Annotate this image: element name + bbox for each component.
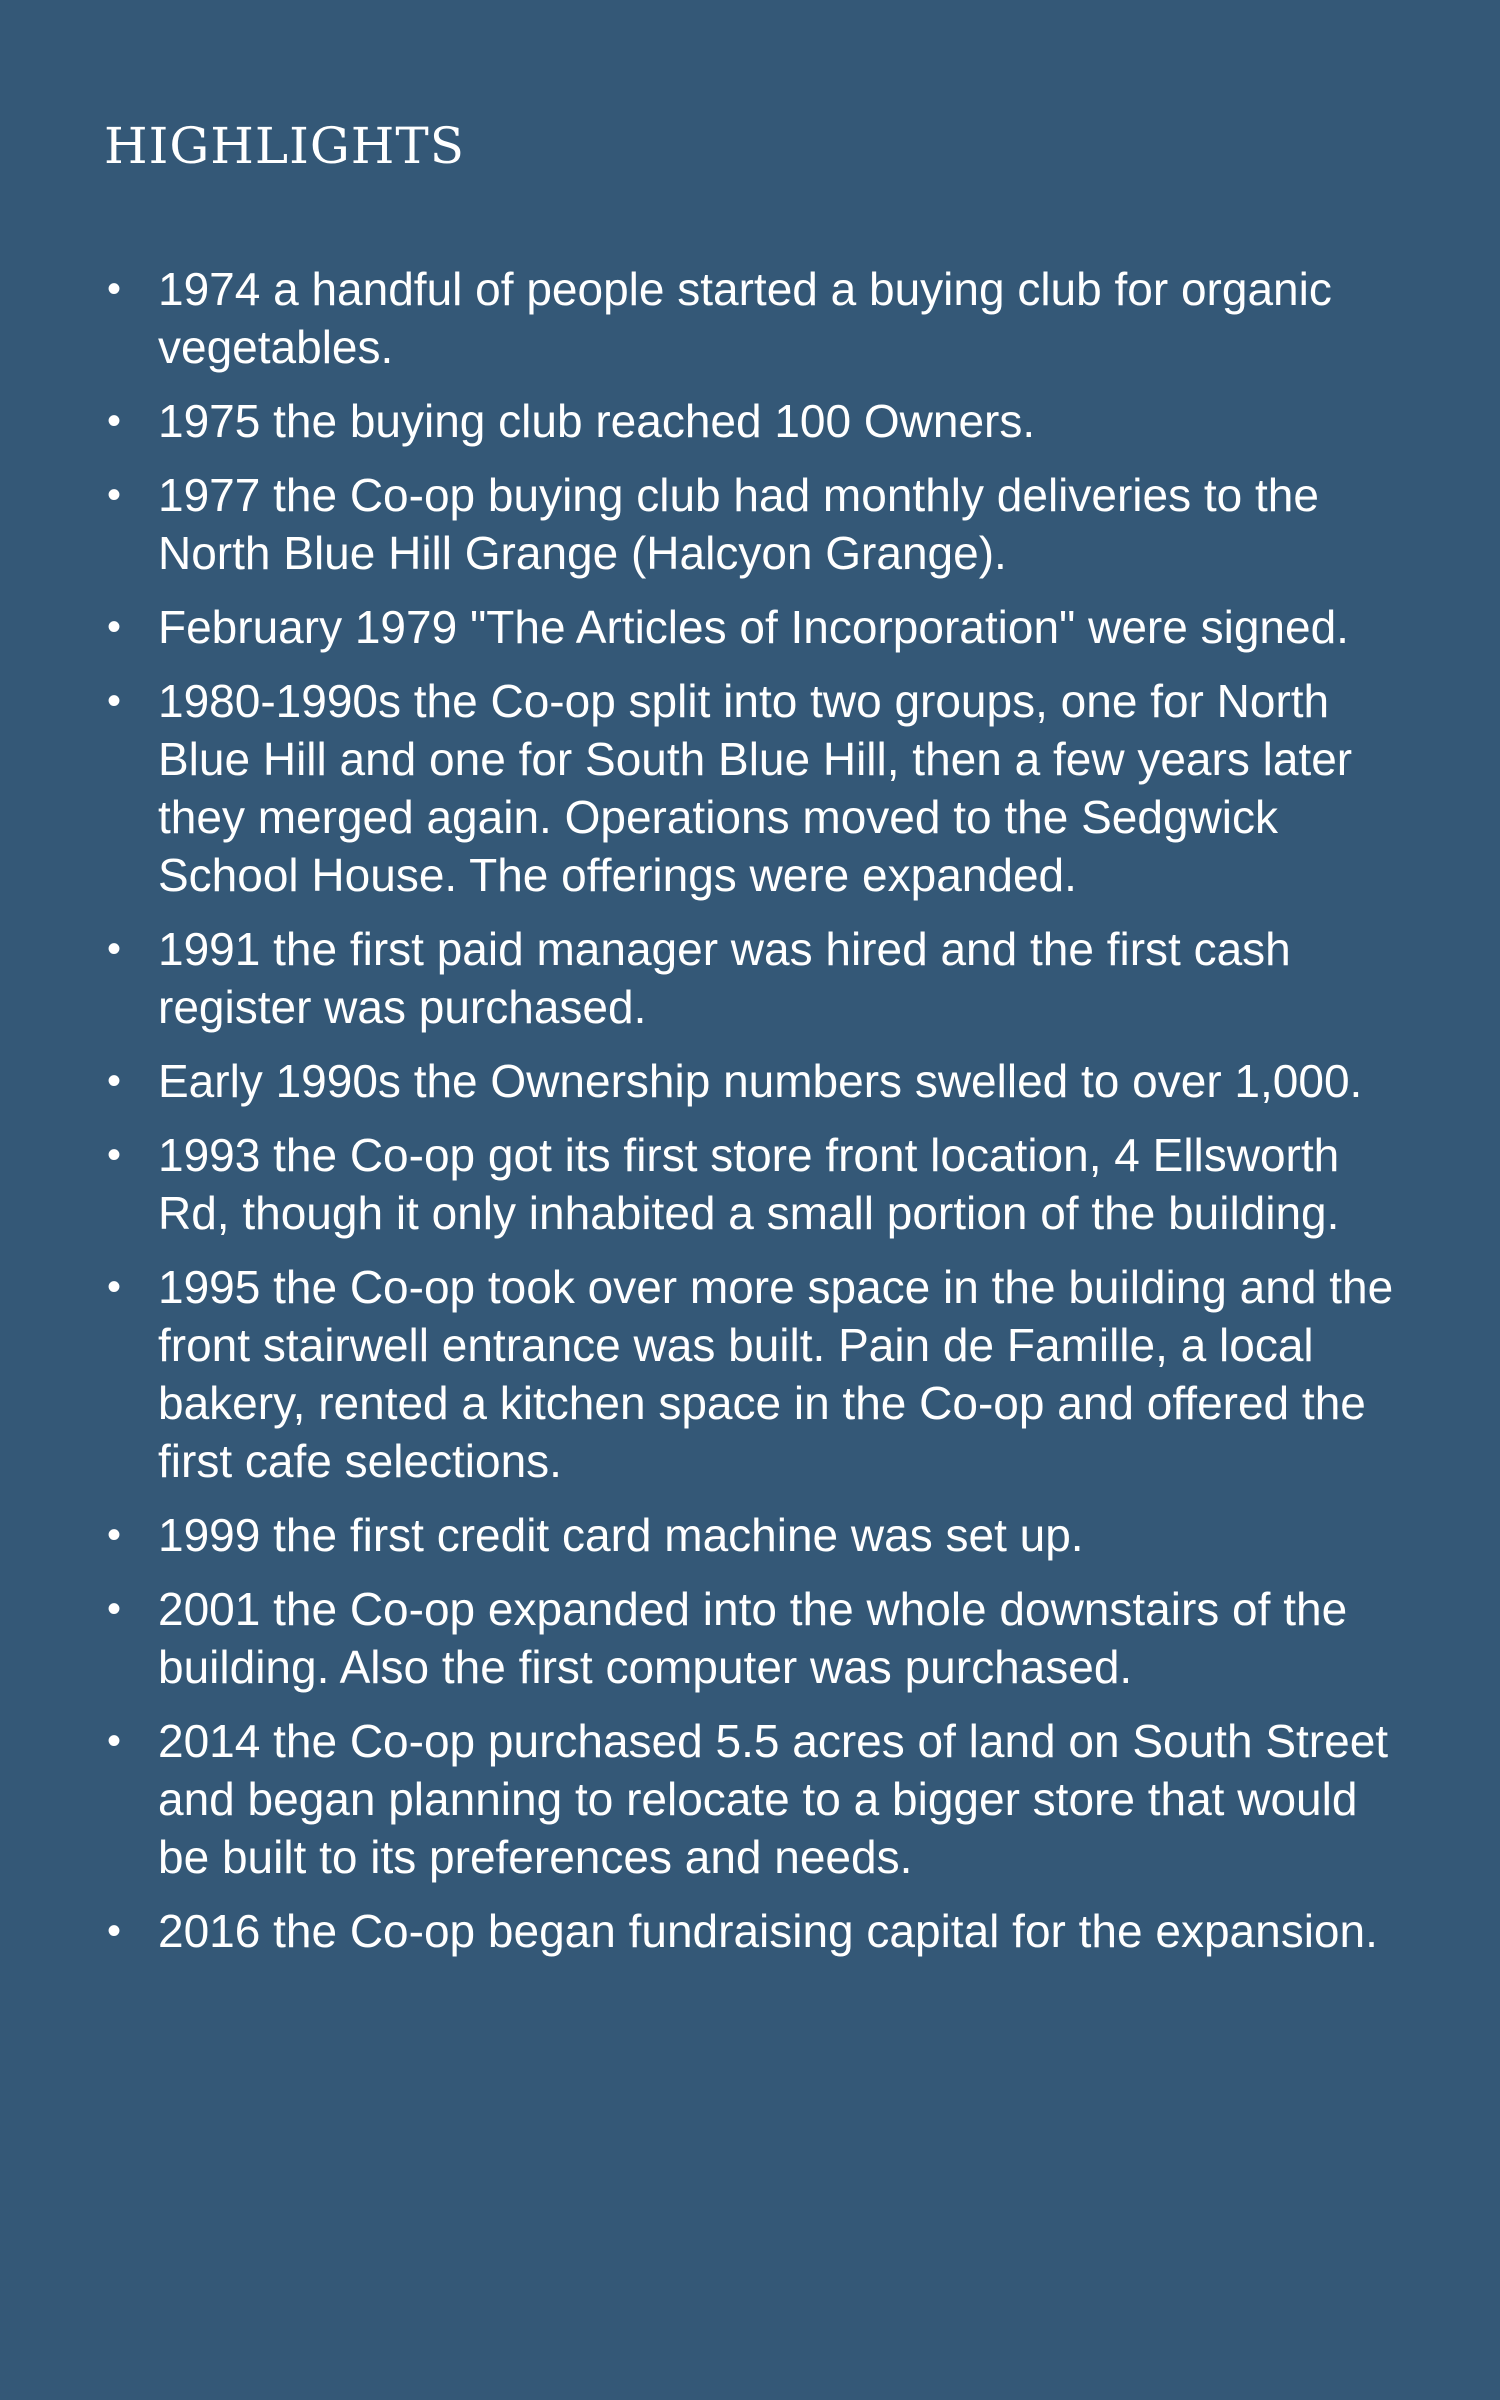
bullet-icon: •	[106, 1133, 121, 1177]
list-item	[104, 598, 1404, 656]
list-item	[104, 920, 1404, 1036]
list-item	[104, 1126, 1404, 1242]
bullet-icon: •	[106, 473, 121, 517]
list-item	[104, 392, 1404, 450]
list-item-text: 1975 the buying club reached 100 Owners.	[158, 395, 1036, 447]
bullet-icon: •	[106, 267, 121, 311]
highlights-list	[104, 260, 1404, 1976]
list-item-text: 1980-1990s the Co-op split into two groups, one for North Blue Hill and one for South Blue Hill, then a few years later they merged again. Operations moved to the Sedgwick School House. The offerings were expanded.	[158, 675, 1353, 901]
list-item	[104, 1580, 1404, 1696]
list-item-text: Early 1990s the Ownership numbers swelled to over 1,000.	[158, 1055, 1363, 1107]
list-item-text: 1974 a handful of people started a buying club for organic vegetables.	[158, 263, 1332, 373]
bullet-icon: •	[106, 1059, 121, 1103]
list-item-text: 1993 the Co-op got its first store front location, 4 Ellsworth Rd, though it only inhabited a small portion of the building.	[158, 1129, 1340, 1239]
list-item-text: 2014 the Co-op purchased 5.5 acres of land on South Street and began planning to relocate to a bigger store that would be built to its preferences and needs.	[158, 1715, 1389, 1883]
page-title: HIGHLIGHTS	[104, 117, 466, 175]
list-item	[104, 260, 1404, 376]
bullet-icon: •	[106, 927, 121, 971]
list-item	[104, 1258, 1404, 1490]
list-item-text: 1995 the Co-op took over more space in the building and the front stairwell entrance was built. Pain de Famille, a local bakery, rented a kitchen space in the Co-op and offered the first cafe selections.	[158, 1261, 1394, 1487]
list-item	[104, 1712, 1404, 1886]
bullet-icon: •	[106, 1513, 121, 1557]
list-item	[104, 466, 1404, 582]
bullet-icon: •	[106, 605, 121, 649]
list-item	[104, 1902, 1404, 1960]
list-item-text: 1999 the first credit card machine was set up.	[158, 1509, 1084, 1561]
bullet-icon: •	[106, 1719, 121, 1763]
bullet-icon: •	[106, 679, 121, 723]
bullet-icon: •	[106, 1265, 121, 1309]
list-item-text: 2001 the Co-op expanded into the whole downstairs of the building. Also the first computer was purchased.	[158, 1583, 1348, 1693]
list-item-text: 1991 the first paid manager was hired and the first cash register was purchased.	[158, 923, 1291, 1033]
list-item	[104, 672, 1404, 904]
list-item-text: 1977 the Co-op buying club had monthly deliveries to the North Blue Hill Grange (Halcyon Grange).	[158, 469, 1319, 579]
list-item	[104, 1506, 1404, 1564]
bullet-icon: •	[106, 1587, 121, 1631]
bullet-icon: •	[106, 399, 121, 443]
list-item-text: 2016 the Co-op began fundraising capital for the expansion.	[158, 1905, 1378, 1957]
list-item	[104, 1052, 1404, 1110]
list-item-text: February 1979 "The Articles of Incorporation" were signed.	[158, 601, 1349, 653]
bullet-icon: •	[106, 1909, 121, 1953]
